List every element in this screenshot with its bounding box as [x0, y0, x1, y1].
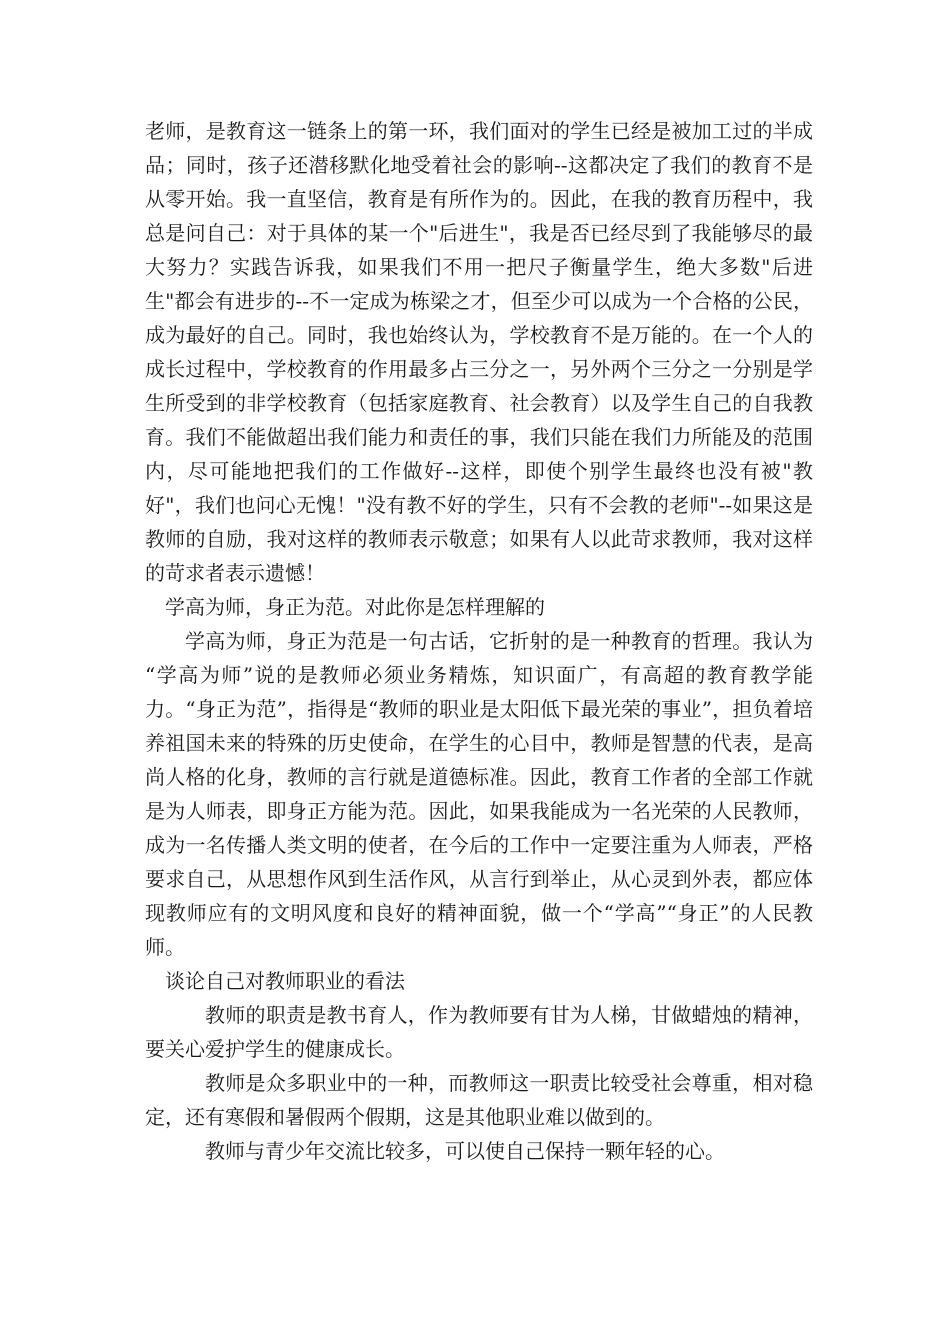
section-heading-teacher-career: 谈论自己对教师职业的看法 — [165, 969, 405, 993]
paragraph-teacher-duty: 教师的职责是教书育人，作为教师要有甘为人梯，甘做蜡烛的精神，要关心爱护学生的健康成长。 — [145, 1003, 813, 1061]
paragraph-teacher-respect: 教师是众多职业中的一种，而教师这一职责比较受社会尊重，相对稳定，还有寒假和暑假两个假期，这是其他职业难以做到的。 — [145, 1071, 813, 1129]
section-heading-xue-gao-wei-shi: 学高为师，身正为范。对此你是怎样理解的 — [165, 595, 545, 619]
paragraph-teacher-role: 老师，是教育这一链条上的第一环，我们面对的学生已经是被加工过的半成品；同时，孩子还潜移默化地受着社会的影响--这都决定了我们的教育不是从零开始。我一直坚信，教育是有所作为的。因此，在我的教育历程中，我总是问自己：对于具体的某一个"后进生"，我是否已经尽到了我能够尽的最大努力？实践告诉我，如果我们不用一把尺子衡量学生，绝大多数"后进生"都会有进步的--不一定成为栋梁之才，但至少可以成为一个合格的公民，成为最好的自己。同时，我也始终认为，学校教育不是万能的。在一个人的成长过程中，学校教育的作用最多占三分之一，另外两个三分之一分别是学生所受到的非学校教育（包括家庭教育、社会教育）以及学生自己的自我教育。我们不能做超出我们能力和责任的事，我们只能在我们力所能及的范围内，尽可能地把我们的工作做好--这样，即使个别学生最终也没有被"教好"，我们也问心无愧！"没有教不好的学生，只有不会教的老师"--如果这是教师的自励，我对这样的教师表示敬意；如果有人以此苛求教师，我对这样的苛求者表示遗憾！ — [145, 119, 813, 585]
document-body — [145, 114, 813, 1168]
paragraph-teacher-youth: 教师与青少年交流比较多，可以使自己保持一颗年轻的心。 — [205, 1139, 725, 1163]
paragraph-xue-gao-wei-shi: 学高为师，身正为范是一句古话，它折射的是一种教育的哲理。我认为 “学高为师”说的是教师必须业务精炼，知识面广，有高超的教育教学能力。“身正为范”，指得是“教师的职业是太阳低下最光荣的事业”，担负着培养祖国未来的特殊的历史使命，在学生的心目中，教师是智慧的代表，是高尚人格的化身，教师的言行就是道德标准。因此，教育工作者的全部工作就是为人师表，即身正方能为范。因此，如果我能成为一名光荣的人民教师，成为一名传播人类文明的使者，在今后的工作中一定要注重为人师表，严格要求自己，从思想作风到生活作风，从言行到举止，从心灵到外表，都应体现教师应有的文明风度和良好的精神面貌，做一个“学高”“身正”的人民教师。 — [145, 629, 813, 959]
